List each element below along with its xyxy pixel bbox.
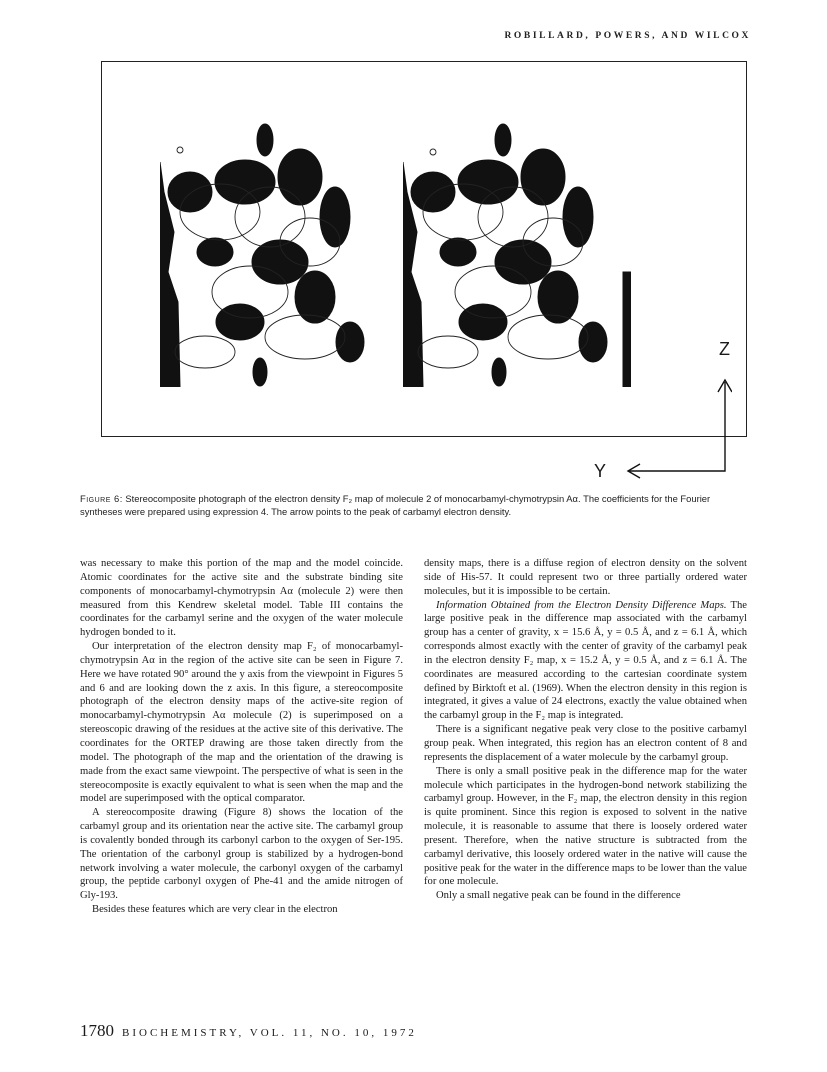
stereo-image-left <box>160 122 372 387</box>
paragraph: There is a significant negative peak very close to the positive carbamyl group peak. When integrated, this region has an electron content of 8 and represents the displacement of a water molecule by the carbamyl group. <box>424 724 747 763</box>
page-footer <box>80 1021 417 1041</box>
paragraph-body: The large positive peak in the difference map associated with the carbamyl group has a center of gravity, x = 15.6 Å, y = 0.5 Å, and z = 6.1 Å, which corresponds almost exactly with the center of gravity of the carbamyl peak in the electron density F₂ map, x = 15.2 Å, y = 0.5 Å, and z = 6.1 Å. The coordinates are measured according to the cartesian coordinate system defined by Birktoft et al. (1969). When the electron density in this region is integrated, it gives a value of 24 electrons, exactly the value obtained when the carbamyl group in the F₂ map is integrated. <box>424 599 748 722</box>
page-number: 1780 <box>80 1021 114 1040</box>
paragraph: Only a small negative peak can be found in the difference <box>436 890 681 902</box>
axis-y-label: Y <box>594 461 607 481</box>
left-column <box>80 557 403 917</box>
figure-caption <box>80 492 752 518</box>
axis-z-label: Z <box>719 339 730 359</box>
paragraph: Besides these features which are very clear in the electron <box>92 904 338 916</box>
right-column <box>424 557 747 903</box>
section-heading: Information Obtained from the Electron Density Difference Maps. <box>436 599 727 611</box>
paragraph: A stereocomposite drawing (Figure 8) shows the location of the carbamyl group and its orientation near the active site. The carbamyl group is covalently bonded through its carbonyl carbon to the oxygen of Ser-195. The orientation of the carbonyl group is stabilized by a hydrogen-bond network involving a water molecule, the carbonyl oxygen of the carbamyl group, the peptide carbonyl oxygen of Phe-41 and the amide nitrogen of Gly-193. <box>80 807 403 902</box>
paragraph: There is only a small positive peak in the difference map for the water molecule which participates in the hydrogen-bond network stabilizing the carbamyl group. However, in the F₂ map, the electron density in this region is quite prominent. Since this region is exposed to solvent in the native molecule, it is reasonable to assume that there is loosely ordered water present. Therefore, when the native structure is subtracted from the carbamyl derivative, this loosely ordered water in the native will cause the positive peak for the water in the difference maps to be lower than the value for one molecule. <box>424 765 747 888</box>
paragraph: density maps, there is a diffuse region of electron density on the solvent side of His-57. It could represent two or three partially ordered water molecules, but it is impossible to be certain. <box>424 558 747 597</box>
axis-arrows <box>622 370 732 480</box>
figure-label: Figure 6: <box>80 493 123 504</box>
running-head: ROBILLARD, POWERS, AND WILCOX <box>504 31 751 41</box>
paragraph <box>424 599 747 724</box>
paragraph: Our interpretation of the electron density map F₂ of monocarbamyl-chymotrypsin Aα in the region of the active site can be seen in Figure 7. Here we have rotated 90° around the y axis from the viewpoint in Figures 5 and 6 and are looking down the z axis. In this figure, a stereocomposite photograph of the electron density maps of the active-site region of monocarbamyl-chymotrypsin Aα molecule (2) is superimposed on a stereoscopic drawing of the residues at the active site of this derivative. The coordinates for the ORTEP drawing are those taken directly from the model. The photograph of the map and the orientation of the drawing is made from the exact same viewpoint. The perspective of what is seen in the stereocomposite is exactly equivalent to what is seen when the map and the model are superimposed with the optical comparator. <box>80 641 403 805</box>
stereo-image-right <box>403 122 631 387</box>
paragraph: was necessary to make this portion of the map and the model coincide. Atomic coordinates for the active site and the substrate binding site components of monocarbamyl-chymotrypsin Aα (molecule 2) were then measured from this Kendrew skeletal model. Table III contains the coordinates for the carbamyl serine and the oxygen of the water molecule hydrogen bonded to it. <box>80 558 403 639</box>
caption-text: Stereocomposite photograph of the electron density F₂ map of molecule 2 of monocarbamyl-chymotrypsin Aα. The coefficients for the Fourier syntheses were prepared using expression 4. The arrow points to the peak of carbamyl electron density. <box>80 493 711 517</box>
journal-info: BIOCHEMISTRY, VOL. 11, NO. 10, 1972 <box>122 1027 417 1039</box>
